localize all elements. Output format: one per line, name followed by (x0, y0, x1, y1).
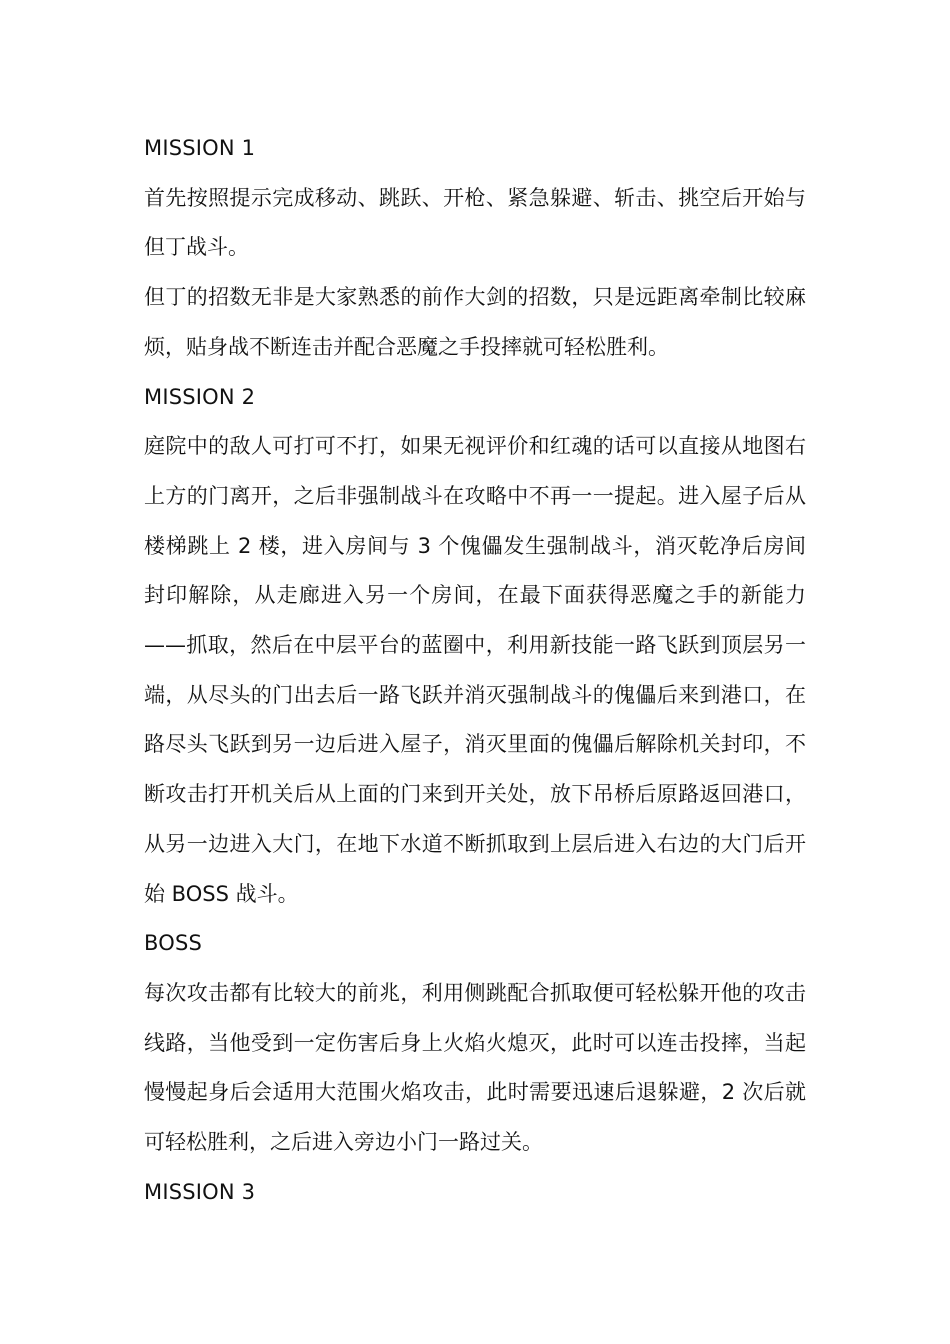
section-heading-mission-1: MISSION 1 (144, 136, 256, 160)
section-heading-mission-2: MISSION 2 (144, 384, 256, 409)
section-heading-mission-3: MISSION 3 (144, 1179, 256, 1204)
document-body (144, 124, 806, 1217)
paragraph-mission-1-dante: 但丁的招数无非是大家熟悉的前作大剑的招数，只是远距离牵制比较麻烦，贴身战不断连击并配合恶魔之手投摔就可轻松胜利。 (144, 285, 806, 359)
paragraph-mission-2-walkthrough: 庭院中的敌人可打可不打，如果无视评价和红魂的话可以直接从地图右上方的门离开，之后非强制战斗在攻略中不再一一提起。进入屋子后从楼梯跳上 2 楼，进入房间与 3 个傀儡发生强制战斗，消灭乾净后房间封印解除，从走廊进入另一个房间，在最下面获得恶魔之手的新能力——抓取，然后在中层平台的蓝圈中，利用新技能一路飞跃到顶层另一端，从尽头的门出去后一路飞跃并消灭强制战斗的傀儡后来到港口，在路尽头飞跃到另一边后进入屋子，消灭里面的傀儡后解除机关封印，不断攻击打开机关后从上面的门来到开关处，放下吊桥后原路返回港口，从另一边进入大门，在地下水道不断抓取到上层后进入右边的大门后开始 BOSS 战斗。 (144, 434, 806, 906)
paragraph-mission-1-intro: 首先按照提示完成移动、跳跃、开枪、紧急躲避、斩击、挑空后开始与但丁战斗。 (144, 185, 806, 260)
paragraph-boss-strategy: 每次攻击都有比较大的前兆，利用侧跳配合抓取便可轻松躲开他的攻击线路，当他受到一定伤害后身上火焰火熄灭，此时可以连击投摔，当起慢慢起身后会适用大范围火焰攻击，此时需要迅速后退躲避，2 次后就可轻松胜利，之后进入旁边小门一路过关。 (144, 980, 806, 1155)
section-heading-boss: BOSS (144, 931, 203, 956)
